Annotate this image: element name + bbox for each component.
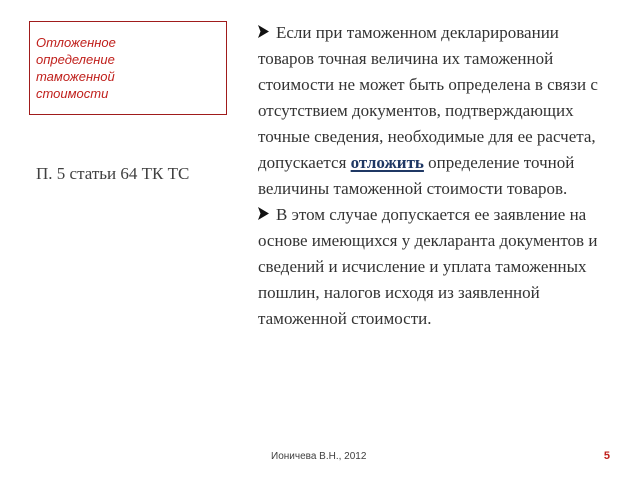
paragraph-2 bbox=[258, 202, 603, 332]
arrow-bullet-icon bbox=[258, 207, 269, 220]
page-number: 5 bbox=[603, 450, 610, 462]
arrow-bullet-icon bbox=[258, 25, 269, 38]
paragraph-1-tail: определение точной величины таможенной стоимости товаров. bbox=[258, 153, 575, 198]
main-content bbox=[258, 20, 603, 332]
paragraph-1 bbox=[258, 20, 603, 202]
slide-title: Отложенное определение таможенной стоимости bbox=[36, 35, 116, 101]
emphasized-word: отложить bbox=[350, 153, 424, 172]
paragraph-2-text: В этом случае допускается ее заявление на основе имеющихся у декларанта документов и сведений и исчисление и уплата таможенных пошлин, налогов исходя из заявленной таможенной стоимости. bbox=[258, 205, 598, 328]
slide-title-box bbox=[29, 21, 227, 115]
footer-author: Ионичева В.Н., 2012 bbox=[271, 451, 367, 462]
paragraph-1-text: Если при таможенном декларировании товаров точная величина их таможенной стоимости не может быть определена в связи с отсутствием документов, подтверждающих точные сведения, необходимые для ее расчета, допускается bbox=[258, 23, 598, 172]
legal-reference: П. 5 статьи 64 ТК ТС bbox=[36, 164, 190, 183]
